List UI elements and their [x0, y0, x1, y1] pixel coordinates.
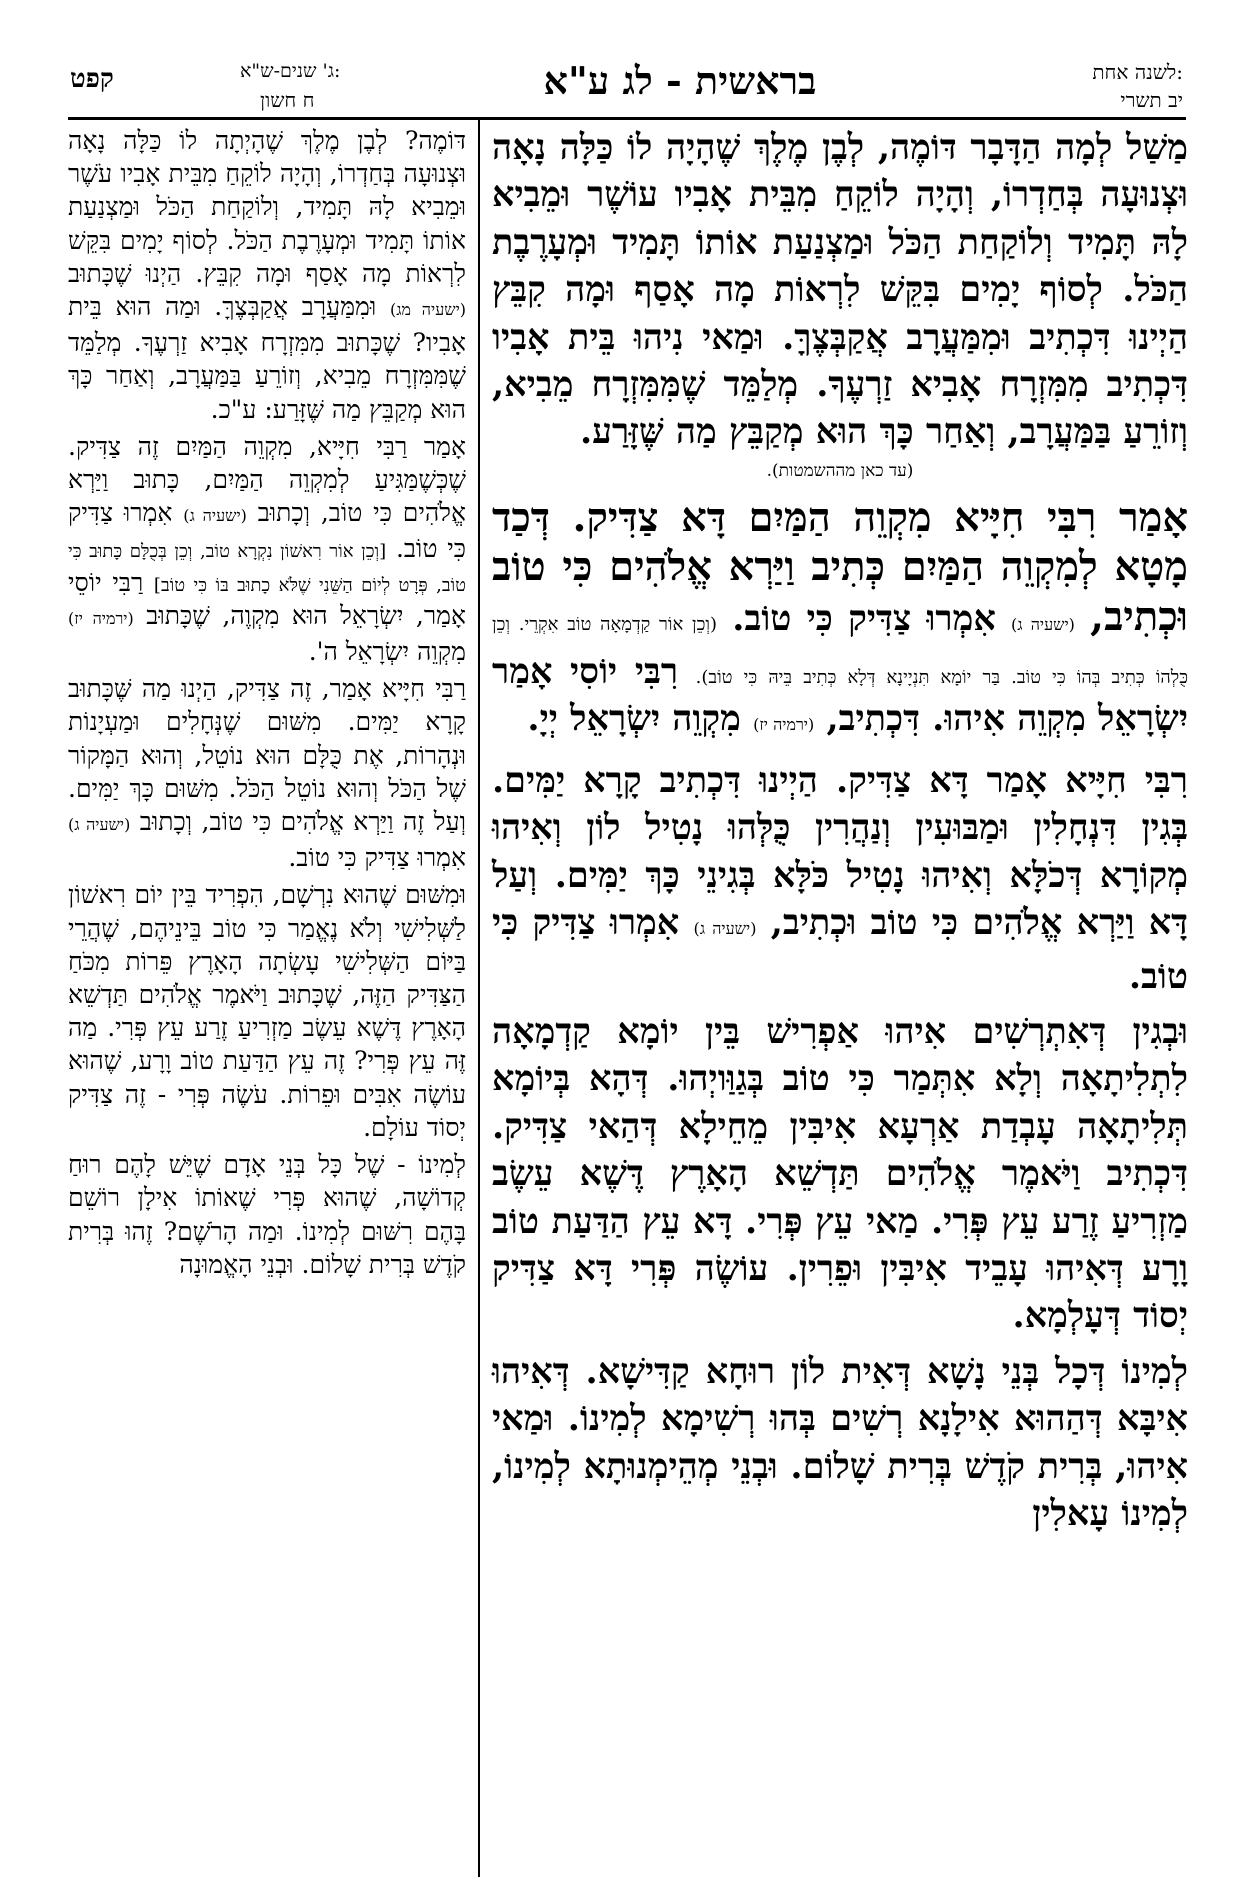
translation-paragraph-1	[68, 124, 466, 426]
translation-parenthetical: [וְכֵן אוֹר רִאשׁוֹן נִקְרָא טוֹב, וְכֵן בְּכֻלָּם כָּתוּב כִּי טוֹב, פְּרָט לְיוֹם הַשֵּׁנִי שֶׁלֹּא כָתוּב בּוֹ כִּי טוֹב]	[68, 541, 466, 596]
column-divider	[478, 117, 480, 1877]
translation-paragraph-2-rabbi-yosi: רַבִּי יוֹסֵי אָמַר, יִשְׂרָאֵל הוּא מִקְוֶה, שֶׁכָּתוּב	[68, 567, 466, 630]
main-paragraph-1	[492, 124, 1188, 456]
page-number: קפט	[70, 64, 114, 94]
study-schedule-one-year: לשנה אחת:	[1092, 60, 1183, 84]
translation-paragraph-2-quote: אִמְרוּ צַדִּיק כִּי טוֹב.	[68, 498, 467, 564]
main-paragraph-4-text: וּבְגִין דְּאִתְרְשִׁים אִיהוּ אַפְרִישׁ בֵּין יוֹמָא קַדְמָאָה לִתְלִיתָאָה וְלָא אִתְּמַר כִּי טוֹב בְּגַוַּויְהוּ. דְּהָא בְּיוֹמָא תְּלִיתָאָה עָבְדַת אַרְעָא אִיבִּין מֵחֵילָא דְּהַאי צַדִּיק. דִּכְתִיב וַיֹּאמֶר אֱלֹהִים תַּדְשֵׁא הָאָרֶץ דֶּשֶׁא עֵשֶׂב מַזְרִיעַ זֶרַע עֵץ פְּרִי. מַאי עֵץ פְּרִי. דָּא עֵץ הַדַּעַת טוֹב וָרָע דְּאִיהוּ עָבֵיד אִיבִּין וּפֵרִין. עוֹשֶׂה פְּרִי דָּא צַדִּיק יְסוֹד דְּעָלְמָא.	[492, 1010, 1188, 1337]
study-schedule-one-year-date: יב תשרי	[1120, 88, 1183, 112]
main-paragraph-2	[492, 494, 1188, 749]
header-divider	[68, 117, 1186, 120]
translation-paragraph-4	[68, 878, 466, 1144]
main-citation: (ישעיה ג)	[693, 919, 757, 939]
main-text-column	[492, 124, 1188, 1537]
main-citation: (ישעיה ג)	[1011, 614, 1075, 634]
page-title: בראשית - לג ע"א	[543, 58, 817, 103]
main-parenthetical: (וְכֵן אוֹר קַדְמָאָה טוֹב אִקְרֵי. וְכֵן כֻּלְהוֹ כְּתִיב בְּהוֹ כִּי טוֹב. בַּר יוֹמָא תִּנְיָינָא דְּלָא כְּתִיב בֵּיהּ כִּי טוֹב).	[492, 613, 1189, 689]
study-schedule-three-years: ג' שנים-ש"א:	[240, 60, 341, 82]
main-paragraph-5	[492, 1348, 1188, 1538]
translation-column	[68, 124, 466, 1281]
translation-citation: (ירמיה יז)	[68, 608, 134, 628]
translation-paragraph-3-text: רַבִּי חִיָּיא אָמַר, זֶה צַדִּיק, הַיְנוּ מַה שֶּׁכָּתוּב קָרָא יַמִּים. מִשּׁוּם שֶׁנְּחָלִים וּמַעְיָנוֹת וּנְהָרוֹת, אֶת כֻּלָּם הוּא נוֹטֵל, וְהוּא הַמָּקוֹר שֶׁל הַכֹּל וְהוּא נוֹטֵל הַכֹּל. מִשּׁוּם כָּךְ יַמִּים. וְעַל זֶה וַיַּרְא אֱלֹהִים כִּי טוֹב, וְכָתוּב	[68, 674, 467, 837]
study-schedule-three-years-date: ח חשון	[260, 88, 315, 112]
translation-paragraph-5-text: לְמִינוֹ - שֶׁל כָּל בְּנֵי אָדָם שֶׁיֵּשׁ לָהֶם רוּחַ קְדוֹשָׁה, שֶׁהוּא פְּרִי שֶׁאוֹתוֹ אִילָן רוֹשֵׁם בָּהֶם רִשּׁוּם לְמִינוֹ. וּמַה הָרֹשֶׁם? זֶהוּ בְּרִית קֹדֶשׁ בְּרִית שָׁלוֹם. וּבְנֵי הָאֱמוּנָה	[68, 1150, 466, 1279]
translation-citation: (ישעיה ג)	[68, 815, 131, 835]
translation-paragraph-5	[68, 1148, 466, 1281]
translation-paragraph-3	[68, 672, 466, 874]
translation-citation: (ישעיה מג)	[389, 300, 467, 320]
main-paragraph-5-text: לְמִינוֹ דְּכָל בְּנֵי נָשָׁא דְּאִית לוֹן רוּחָא קַדִּישָׁא. דְּאִיהוּ אִיבָּא דְּהַהוּא אִילָנָא רְשִׁים בְּהוּ רְשִׁימָא לְמִינוֹ. וּמַאי אִיהוּ, בְּרִית קֹדֶשׁ בְּרִית שָׁלוֹם. וּבְנֵי מְהֵימְנוּתָא לְמִינוֹ, לְמִינוֹ עָאלִין	[492, 1350, 1188, 1534]
main-paragraph-2-quote: אִמְרוּ צַדִּיק כִּי טוֹב.	[732, 597, 996, 639]
translation-paragraph-2	[68, 430, 466, 668]
translation-paragraph-4-text: וּמִשּׁוּם שֶׁהוּא נִרְשָׁם, הִפְרִיד בֵּין יוֹם רִאשׁוֹן לַשְּׁלִישִׁי וְלֹא נֶאֱמַר כִּי טוֹב בֵּינֵיהֶם, שֶׁהֲרֵי בַּיּוֹם הַשְּׁלִישִׁי עָשְׂתָה הָאָרֶץ פֵּרוֹת מִכֹּחַ הַצַּדִּיק הַזֶּה, שֶׁכָּתוּב וַיֹּאמֶר אֱלֹהִים תַּדְשֵׁא הָאָרֶץ דֶּשֶׁא עֵשֶׂב מַזְרִיעַ זֶרַע עֵץ פְּרִי. מַה זֶּה עֵץ פְּרִי? זֶה עֵץ הַדַּעַת טוֹב וָרָע, שֶׁהוּא עוֹשֶׂה אִבִּים וּפֵרוֹת. עֹשֶׂה פְּרִי - זֶה צַדִּיק יְסוֹד עוֹלָם.	[68, 880, 466, 1142]
translation-paragraph-3-quote: אִמְרוּ צַדִּיק כִּי טוֹב.	[288, 843, 466, 873]
main-paragraph-4	[492, 1008, 1188, 1340]
translation-paragraph-1-text: דּוֹמֶה? לְבֶן מֶלֶךְ שֶׁהָיְתָה לוֹ כַּלָּה נָאָה וּצְנוּעָה בְּחַדְרוֹ, וְהָיָה לוֹקֵחַ מִבֵּית אָבִיו עֹשֶׁר וּמֵבִיא לָהּ תָּמִיד, וְלוֹקַחַת הַכֹּל וּמַצְנַעַת אוֹתוֹ תָּמִיד וּמְעָרֶבֶת הַכֹּל. לְסוֹף יָמִים בִּקֵּשׁ לִרְאוֹת מָה אָסַף וּמָה קִבֵּץ. הַיְנוּ שֶׁכָּתוּב	[68, 126, 466, 288]
translation-citation: (ישעיה ג)	[183, 506, 247, 526]
translation-paragraph-2-text: אָמַר רַבִּי חִיָּיא, מִקְוֵה הַמַּיִם זֶה צַדִּיק. שֶׁכְּשֶׁמַּגִּיעַ לְמִקְוֵה הַמַּיִם, כָּתוּב וַיַּרְא אֱלֹהִים כִּי טוֹב, וְכָתוּב	[68, 431, 466, 528]
main-citation: (ירמיה יז)	[753, 715, 815, 735]
main-paragraph-3-quote: אִמְרוּ צַדִּיק כִּי טוֹב.	[492, 902, 1188, 997]
translation-paragraph-2-verse: מִקְוֵה יִשְׂרָאֵל ה'.	[308, 637, 466, 667]
main-paragraph-3	[492, 757, 1188, 1000]
main-paragraph-2-text: אָמַר רִבִּי חִיָּיא מִקְוֵה הַמַּיִם דָּא צַדִּיק. דְּכַד מָטָא לְמִקְוֵה הַמַּיִם כְּתִיב וַיַּרְא אֱלֹהִים כִּי טוֹב וּכְתִיב,	[492, 493, 1189, 640]
main-paragraph-2-rabbi-yosi: רִבִּי יוֹסִי אָמַר יִשְׂרָאֵל מִקְוֵה אִיהוּ. דִּכְתִיב,	[492, 651, 1188, 740]
omission-note: (עד כאן מההשמטות).	[766, 460, 914, 481]
main-paragraph-3-text: רִבִּי חִיָּיא אָמַר דָּא צַדִּיק. הַיְינוּ דִּכְתִיב קָרָא יַמִּים. בְּגִין דִּנְחָלִין וּמַבּוּעִין וְנַהֲרִין כֻּלְּהוּ נָטִיל לוֹן וְאִיהוּ מְקוֹרָא דְּכֹלָּא וְאִיהוּ נָטִיל כֹּלָּא בְּגִינֵי כָּךְ יַמִּים. וְעַל דָּא וַיַּרְא אֱלֹהִים כִּי טוֹב וּכְתִיב,	[492, 759, 1188, 944]
main-paragraph-2-verse: מִקְוֵה יִשְׂרָאֵל יְיָ.	[527, 698, 741, 740]
translation-paragraph-1-continued: וּמִמַּעֲרָב אֲקַבְּצֶךָּ. וּמַה הוּא בֵּית אָבִיו? שֶׁכָּתוּב מִמִּזְרָח אָבִיא זַרְעֶךָ. מְלַמֵּד שֶׁמִּמִּזְרָח מֵבִיא, וְזוֹרֵעַ בַּמַּעֲרָב, וְאַחַר כָּךְ הוּא מְקַבֵּץ מַה שֶּׁזָּרַע: ע"כ.	[68, 292, 466, 424]
main-paragraph-1-text: מַשַׁל לְמָה הַדָּבָר דּוֹמֶה, לְבֶן מֶלֶךְ שֶׁהָיָה לוֹ כַּלָּה נָאָה וּצְנוּעָה בְּחַדְרוֹ, וְהָיָה לוֹקֵחַ מִבֵּית אָבִיו עוֹשֶׁר וּמֵבִיא לָהּ תָּמִיד וְלוֹקַחַת הַכֹּל וּמַצְנַעַת אוֹתוֹ תָּמִיד וּמְעָרֶבֶת הַכֹּל. לְסוֹף יָמִים בִּקֵּשׁ לִרְאוֹת מָה אָסַף וּמָה קִבֵּץ הַיְינוּ דִּכְתִיב וּמִמַּעֲרָב אֲקַבְּצֶךָּ. וּמַאי נִיהוּ בֵּית אָבִיו דִּכְתִיב מִמִּזְרָח אָבִיא זַרְעֶךָ. מְלַמֵּד שֶׁמִּמִּזְרָח מֵבִיא, וְזוֹרֵעַ בַּמַּעֲרָב, וְאַחַר כָּךְ הוּא מְקַבֵּץ מַה שֶּׁזָּרַע.	[492, 127, 1188, 453]
